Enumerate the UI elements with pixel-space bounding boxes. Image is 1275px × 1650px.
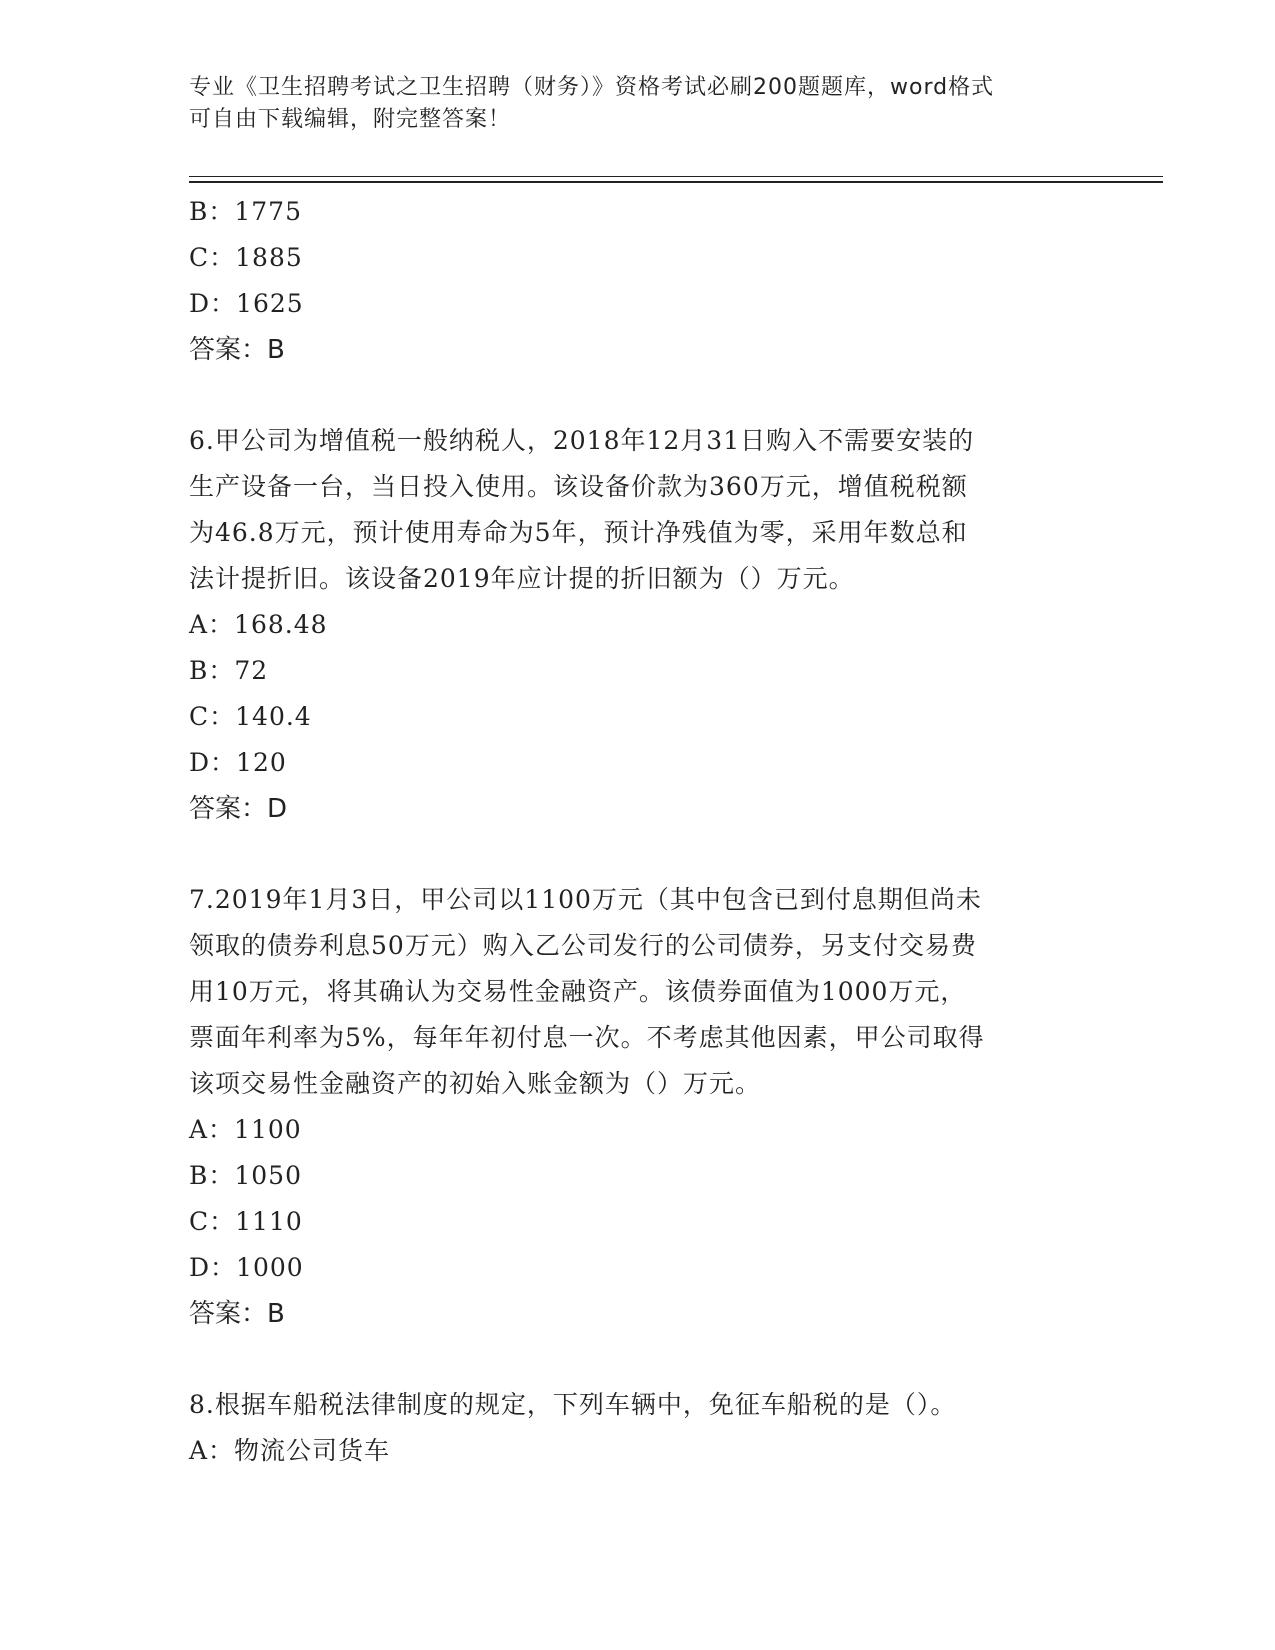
- question-text-line: 为46.8万元，预计使用寿命为5年，预计净残值为零，采用年数总和: [189, 518, 968, 547]
- spacer: [189, 832, 1089, 877]
- option-d: D：120: [189, 748, 287, 777]
- answer-line: 答案：B: [189, 335, 285, 365]
- header-line-1: 专业《卫生招聘考试之卫生招聘（财务）》资格考试必刷200题题库，word格式: [189, 75, 995, 100]
- option-a: A：1100: [189, 1115, 302, 1144]
- document-header: [189, 72, 1089, 136]
- answer-line: 答案：B: [189, 1299, 285, 1329]
- question-text-line: 用10万元，将其确认为交易性金融资产。该债券面值为1000万元，: [189, 977, 967, 1006]
- header-divider-thin: [189, 176, 1163, 177]
- question-6: [189, 418, 1089, 832]
- spacer: [189, 1337, 1089, 1382]
- question-5-continued: [189, 189, 1089, 373]
- question-8: [189, 1382, 1089, 1474]
- answer-line: 答案：D: [189, 794, 288, 824]
- option-b: B：1050: [189, 1161, 302, 1190]
- question-text-line: 票面年利率为5%，每年年初付息一次。不考虑其他因素，甲公司取得: [189, 1023, 985, 1052]
- option-b: B：1775: [189, 197, 302, 226]
- option-d: D：1000: [189, 1253, 304, 1282]
- question-text-line: 该项交易性金融资产的初始入账金额为（）万元。: [189, 1069, 762, 1098]
- option-a: A：物流公司货车: [189, 1436, 391, 1465]
- question-text-line: 6.甲公司为增值税一般纳税人，2018年12月31日购入不需要安装的: [189, 426, 975, 455]
- option-a: A：168.48: [189, 610, 328, 639]
- option-c: C：140.4: [189, 702, 312, 731]
- document-body: [189, 189, 1089, 1474]
- question-text-line: 8.根据车船税法律制度的规定，下列车辆中，免征车船税的是（）。: [189, 1390, 957, 1419]
- question-text-line: 法计提折旧。该设备2019年应计提的折旧额为（）万元。: [189, 564, 855, 593]
- option-c: C：1110: [189, 1207, 303, 1236]
- spacer: [189, 373, 1089, 418]
- question-7: [189, 877, 1089, 1337]
- header-line-2: 可自由下载编辑，附完整答案！: [189, 107, 512, 132]
- question-text-line: 领取的债券利息50万元）购入乙公司发行的公司债券，另支付交易费: [189, 931, 977, 960]
- question-text-line: 7.2019年1月3日，甲公司以1100万元（其中包含已到付息期但尚未: [189, 885, 982, 914]
- header-divider-thick: [189, 181, 1163, 183]
- option-d: D：1625: [189, 289, 304, 318]
- question-text-line: 生产设备一台，当日投入使用。该设备价款为360万元，增值税税额: [189, 472, 968, 501]
- option-b: B：72: [189, 656, 269, 685]
- option-c: C：1885: [189, 243, 303, 272]
